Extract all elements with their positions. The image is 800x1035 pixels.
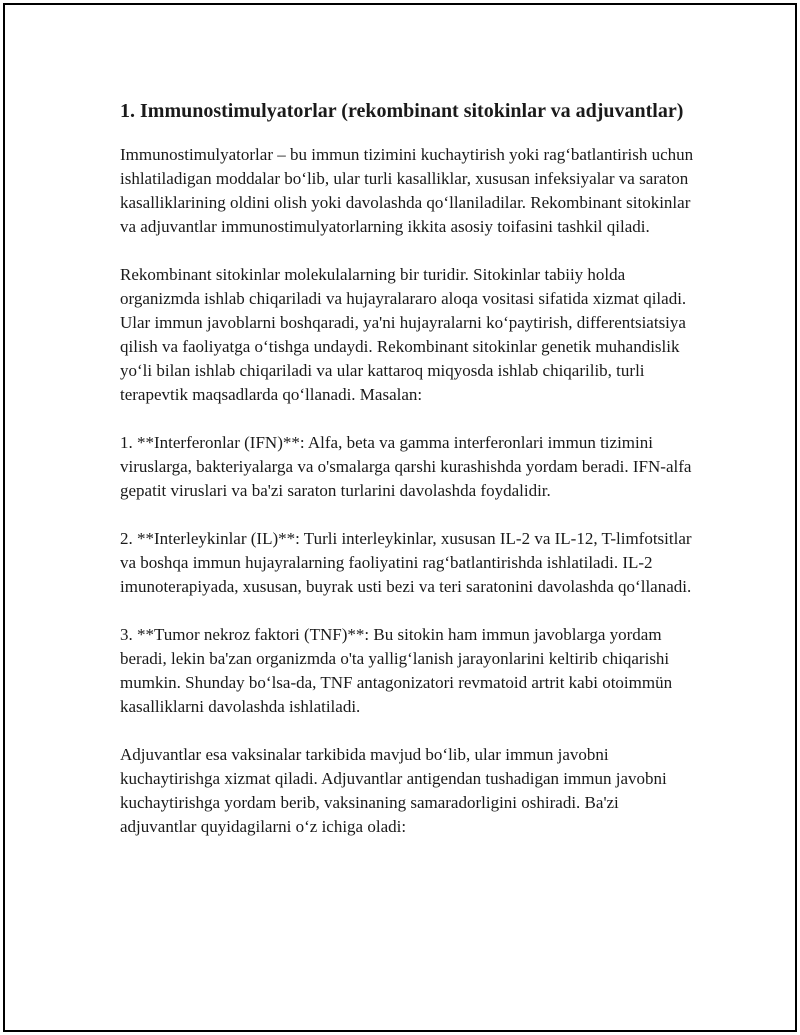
document-page [3,3,797,1032]
section-heading: 1. Immunostimulyatorlar (rekombinant sitokinlar va adjuvantlar) [120,100,684,122]
paragraph-adjuvants: Adjuvantlar esa vaksinalar tarkibida mavjud bo‘lib, ular immun javobni kuchaytirishga xizmat qiladi. Adjuvantlar antigendan tushadigan immun javobni kuchaytirishga yordam berib, vaksinaning samaradorligini oshiradi. Ba'zi adjuvantlar quyidagilarni o‘z ichiga oladi: [120,745,667,836]
paragraph-interferons: 1. **Interferonlar (IFN)**: Alfa, beta va gamma interferonlari immun tizimini viruslarga, bakteriyalarga va o'smalarga qarshi kurashishda yordam beradi. IFN-alfa gepatit viruslari va ba'zi saraton turlarini davolashda foydalidir. [120,433,692,500]
document-body [120,97,695,863]
paragraph-cytokines: Rekombinant sitokinlar molekulalarning bir turidir. Sitokinlar tabiiy holda organizmda ishlab chiqariladi va hujayralararo aloqa vositasi sifatida xizmat qiladi. Ular immun javoblarni boshqaradi, ya'ni hujayralarni ko‘paytirish, differentsiatsiya qilish va faoliyatga o‘tishga undaydi. Rekombinant sitokinlar genetik muhandislik yo‘li bilan ishlab chiqariladi va ular kattaroq miqyosda ishlab chiqarilib, turli terapevtik maqsadlarda qo‘llanadi. Masalan: [120,265,687,404]
paragraph-interleukins: 2. **Interleykinlar (IL)**: Turli interleykinlar, xususan IL-2 va IL-12, T-limfotsitlar va boshqa immun hujayralarning faoliyatini rag‘batlantirishda ishlatiladi. IL-2 imunoterapiyada, xususan, buyrak usti bezi va teri saratonini davolashda qo‘llanadi. [120,529,692,596]
paragraph-intro: Immunostimulyatorlar – bu immun tizimini kuchaytirish yoki rag‘batlantirish uchun ishlatiladigan moddalar bo‘lib, ular turli kasalliklar, xususan infeksiyalar va saraton kasalliklarining oldini olish yoki davolashda qo‘llaniladilar. Rekombinant sitokinlar va adjuvantlar immunostimulyatorlarning ikkita asosiy toifasini tashkil qiladi. [120,145,694,236]
paragraph-tnf: 3. **Tumor nekroz faktori (TNF)**: Bu sitokin ham immun javoblarga yordam beradi, lekin ba'zan organizmda o'ta yallig‘lanish jarayonlarini keltirib chiqarishi mumkin. Shunday bo‘lsa-da, TNF antagonizatori revmatoid artrit kabi otoimmün kasalliklarni davolashda ishlatiladi. [120,625,673,716]
